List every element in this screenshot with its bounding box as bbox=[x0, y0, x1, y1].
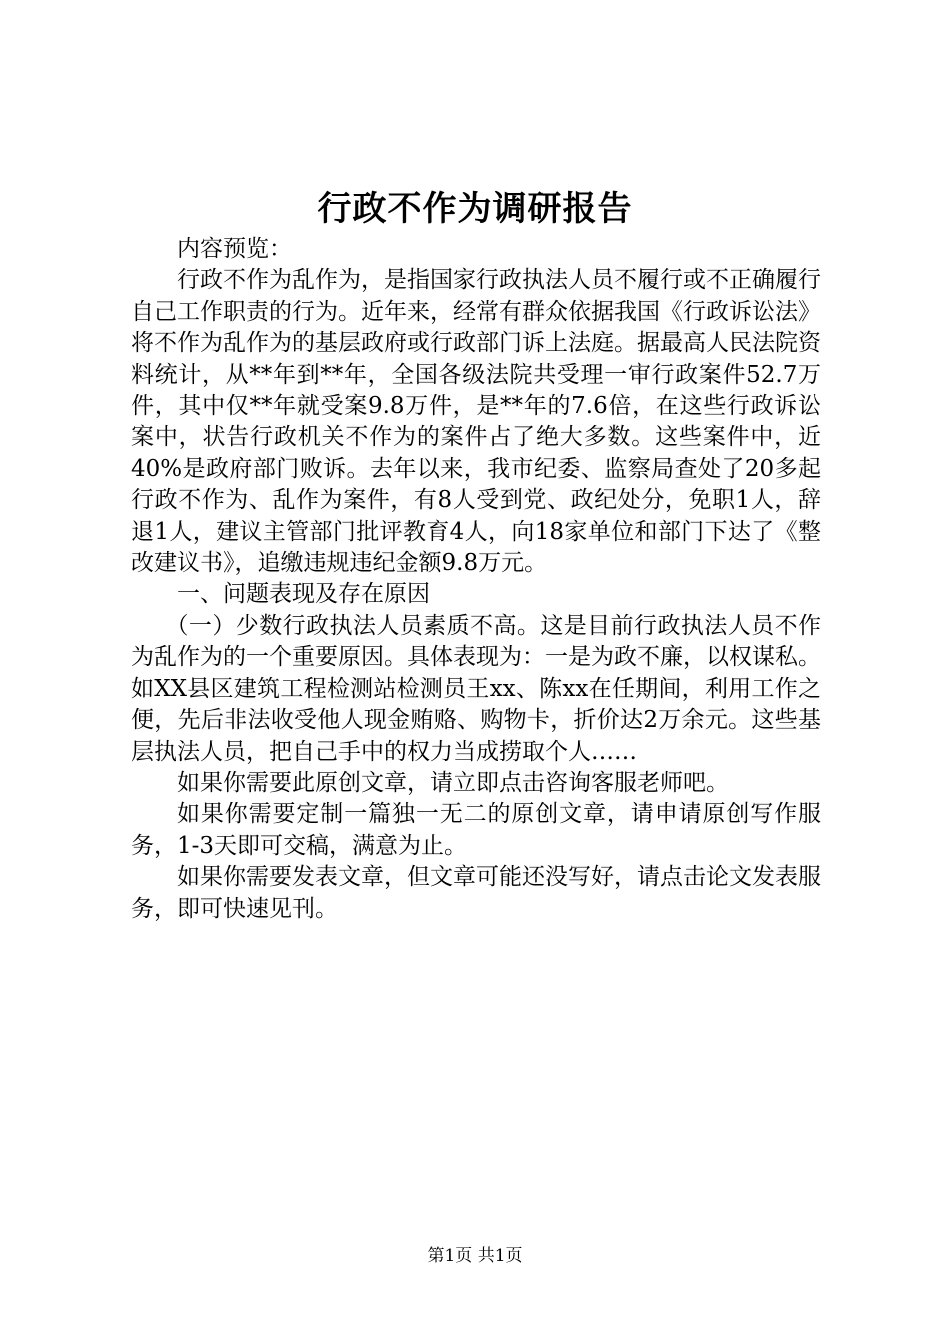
section-heading: 一、问题表现及存在原因 bbox=[177, 581, 430, 608]
publish-service-paragraph[interactable]: 如果你需要发表文章，但文章可能还没写好，请点击论文发表服务，即可快速见刊。 bbox=[131, 864, 821, 922]
document-body bbox=[131, 234, 821, 925]
preview-label: 内容预览： bbox=[177, 236, 292, 262]
intro-paragraph: 行政不作为乱作为，是指国家行政执法人员不履行或不正确履行自己工作职责的行为。近年来，经常有群众依据我国《行政诉讼法》将不作为乱作为的基层政府或行政部门诉上法庭。据最高人民法院资料统计，从**年到**年，全国各级法院共受理一审行政案件52.7万件，其中仅**年就受案9.8万件，是**年的7.6倍，在这些行政诉讼案中，状告行政机关不作为的案件占了绝大多数。这些案件中，近40%是政府部门败诉。去年以来，我市纪委、监察局查处了20多起行政不作为、乱作为案件，有8人受到党、政纪处分，免职1人，辞退1人，建议主管部门批评教育4人，向18家单位和部门下达了《整改建议书》，追缴违规违纪金额9.8万元。 bbox=[131, 267, 821, 577]
consult-link-paragraph[interactable]: 如果你需要此原创文章，请立即点击咨询客服老师吧。 bbox=[177, 769, 729, 796]
custom-writing-paragraph[interactable]: 如果你需要定制一篇独一无二的原创文章，请申请原创写作服务，1-3天即可交稿，满意为止。 bbox=[131, 801, 821, 859]
page-footer: 第1页 共1页 bbox=[427, 1246, 523, 1266]
subsection-paragraph: （一）少数行政执法人员素质不高。这是目前行政执法人员不作为乱作为的一个重要原因。具体表现为：一是为政不廉，以权谋私。如XX县区建筑工程检测站检测员王xx、陈xx在任期间，利用工作之便，先后非法收受他人现金贿赂、购物卡，折价达2万余元。这些基层执法人员，把自己手中的权力当成捞取个人…… bbox=[131, 612, 821, 765]
document-title: 行政不作为调研报告 bbox=[317, 189, 633, 229]
